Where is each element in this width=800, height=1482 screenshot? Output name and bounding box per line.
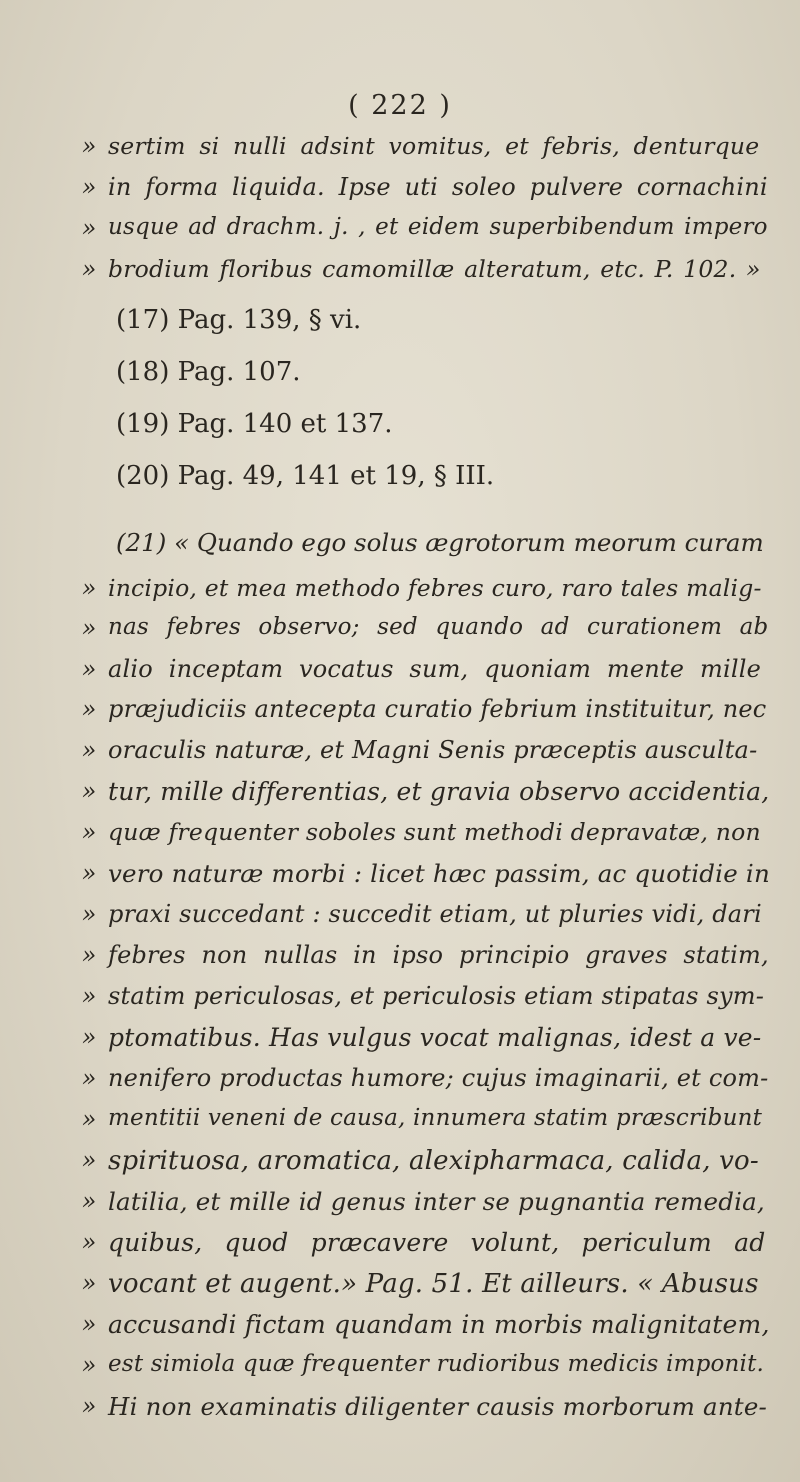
quote-mark: » bbox=[81, 1228, 97, 1256]
quote-mark: » bbox=[81, 1351, 97, 1379]
line-text: nenifero productas humore; cujus imaginarii, et com- bbox=[108, 1064, 769, 1092]
quote-mark: » bbox=[81, 255, 97, 283]
line-text: sertim si nulli adsint vomitus, et febris, denturque bbox=[108, 132, 760, 160]
note-21-first-line bbox=[116, 528, 764, 557]
quote-mark: » bbox=[81, 736, 97, 764]
line-text: praxi succedant : succedit etiam, ut pluries vidi, dari bbox=[108, 900, 762, 928]
reference-20: (20) Pag. 49, 141 et 19, § III. bbox=[116, 461, 495, 491]
quote-mark: » bbox=[81, 900, 97, 928]
quote-mark: » bbox=[81, 173, 97, 201]
quote-mark: » bbox=[81, 1064, 97, 1092]
line-text: oraculis naturæ, et Magni Senis præceptis ausculta- bbox=[108, 736, 758, 764]
line-text: in forma liquida. Ipse uti soleo pulvere cornachini bbox=[108, 173, 768, 201]
line-text: latilia, et mille id genus inter se pugnantia remedia, bbox=[108, 1187, 765, 1216]
line-text: mentitii veneni de causa, innumera statim præscribunt bbox=[108, 1105, 763, 1131]
line-text: incipio, et mea methodo febres curo, raro tales malig- bbox=[108, 574, 762, 602]
line-text: tur, mille differentias, et gravia observo accidentia, bbox=[108, 777, 770, 806]
line-text: nas febres observo; sed quando ad curationem ab bbox=[108, 614, 769, 640]
line-text: Hi non examinatis diligenter causis morborum ante- bbox=[108, 1392, 768, 1421]
line-text: febres non nullas in ipso principio graves statim, bbox=[108, 941, 769, 969]
quote-mark: » bbox=[81, 1105, 97, 1133]
line-text: vero naturæ morbi : licet hæc passim, ac quotidie in bbox=[108, 859, 770, 888]
page-number: ( 222 ) bbox=[348, 90, 452, 121]
quote-mark: » bbox=[81, 1392, 97, 1420]
quote-mark: » bbox=[81, 982, 97, 1010]
reference-17: (17) Pag. 139, § vi. bbox=[116, 305, 362, 335]
quote-mark: » bbox=[81, 941, 97, 969]
note-21-text: (21) « Quando ego solus ægrotorum meorum curam bbox=[116, 528, 764, 557]
quote-mark: » bbox=[81, 1146, 97, 1174]
reference-18: (18) Pag. 107. bbox=[116, 357, 301, 387]
quote-mark: » bbox=[81, 818, 97, 846]
line-text: brodium floribus camomillæ alteratum, etc. P. 102. » bbox=[108, 255, 761, 283]
quote-mark: » bbox=[81, 1269, 97, 1297]
line-text: vocant et augent.» Pag. 51. Et ailleurs. « Abusus bbox=[108, 1269, 759, 1299]
line-text: quibus, quod præcavere volunt, periculum ad bbox=[108, 1228, 766, 1257]
line-text: statim periculosas, et periculosis etiam stipatas sym- bbox=[108, 982, 765, 1010]
reference-19: (19) Pag. 140 et 137. bbox=[116, 409, 393, 439]
line-text: præjudiciis antecepta curatio febrium instituitur, nec bbox=[108, 695, 767, 723]
quote-mark: » bbox=[81, 777, 97, 805]
line-text: est simiola quæ frequenter rudioribus medicis imponit. bbox=[108, 1351, 765, 1377]
quote-mark: » bbox=[81, 214, 97, 242]
line-text: quæ frequenter soboles sunt methodi depravatæ, non bbox=[108, 818, 761, 846]
quote-mark: » bbox=[81, 1187, 97, 1215]
quote-mark: » bbox=[81, 614, 97, 642]
line-text: ptomatibus. Has vulgus vocat malignas, idest a ve- bbox=[108, 1023, 762, 1052]
quote-mark: » bbox=[81, 132, 97, 160]
quote-mark: » bbox=[81, 1023, 97, 1051]
quote-mark: » bbox=[81, 859, 97, 887]
quote-mark: » bbox=[81, 655, 97, 683]
line-text: accusandi fictam quandam in morbis malignitatem, bbox=[108, 1310, 770, 1339]
line-text: usque ad drachm. j. , et eidem superbibendum impero bbox=[108, 214, 768, 240]
quote-mark: » bbox=[81, 695, 97, 723]
line-text: alio inceptam vocatus sum, quoniam mente mille bbox=[108, 655, 761, 683]
quote-mark: » bbox=[81, 574, 97, 602]
line-text: spirituosa, aromatica, alexipharmaca, calida, vo- bbox=[108, 1146, 759, 1176]
quote-mark: » bbox=[81, 1310, 97, 1338]
